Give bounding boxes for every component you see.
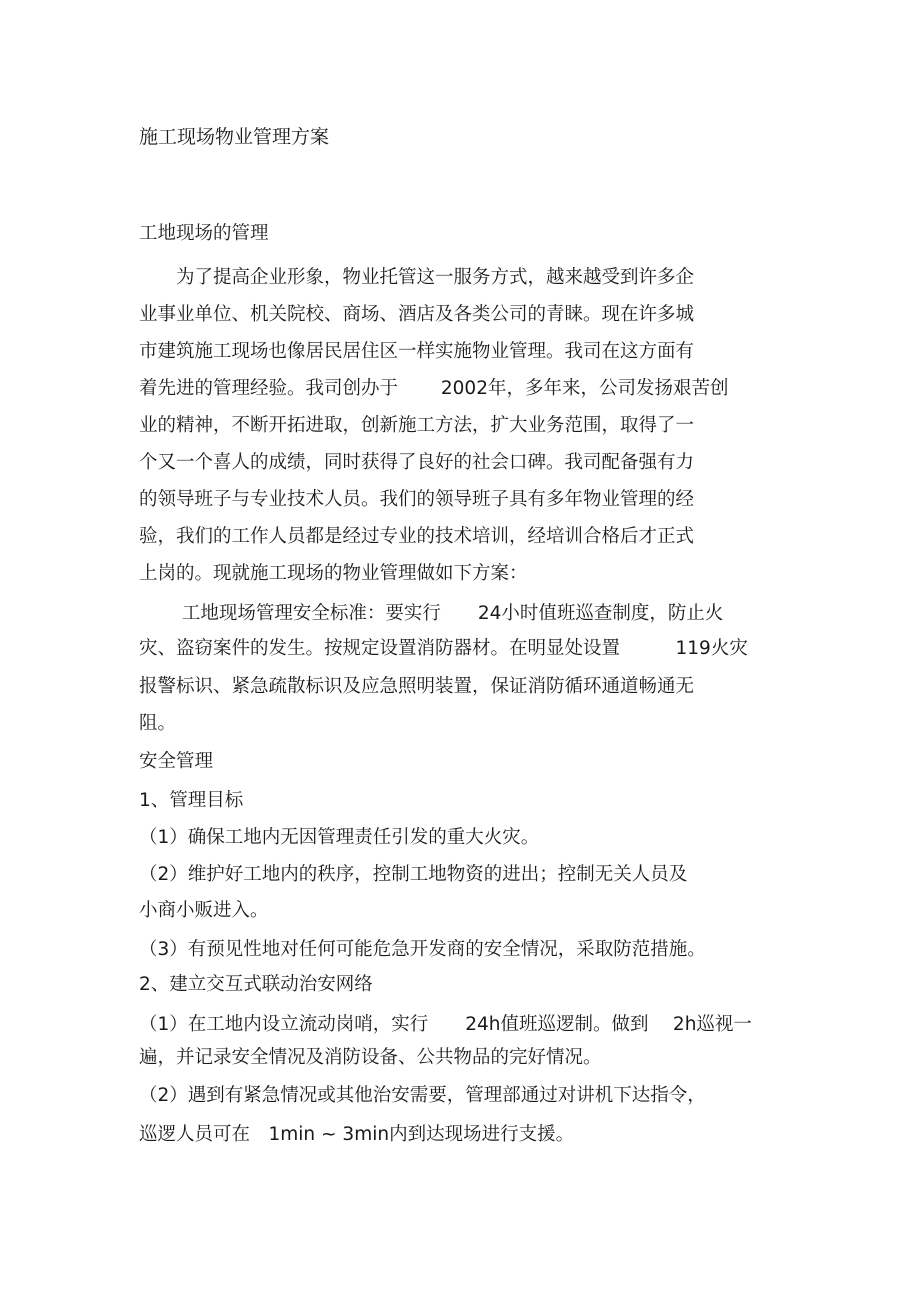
intro-line: 的领导班子与专业技术人员。我们的领导班子具有多年物业管理的经 xyxy=(139,489,695,510)
intro-line: 市建筑施工现场也像居民居住区一样实施物业管理。我司在这方面有 xyxy=(139,341,695,362)
intro-line: 上岗的。现就施工现场的物业管理做如下方案： xyxy=(139,563,528,584)
network-line: （1）在工地内设立流动岗哨，实行 24h值班巡逻制。做到 2h巡视一 xyxy=(139,1014,752,1035)
network-heading: 2、建立交互式联动治安网络 xyxy=(139,974,373,995)
standard-line: 阻。 xyxy=(139,713,177,734)
network-line: 遍，并记录安全情况及消防设备、公共物品的完好情况。 xyxy=(139,1047,602,1068)
document-title: 施工现场物业管理方案 xyxy=(139,126,330,148)
standard-line: 报警标识、紧急疏散标识及应急照明装置，保证消防循环通道畅通无 xyxy=(139,676,695,697)
intro-line: 为了提高企业形象，物业托管这一服务方式，越来越受到许多企 xyxy=(139,267,695,288)
goal-heading: 1、管理目标 xyxy=(139,790,244,811)
intro-line: 业事业单位、机关院校、商场、酒店及各类公司的青睐。现在许多城 xyxy=(139,304,695,325)
safety-heading: 安全管理 xyxy=(139,751,214,772)
intro-line: 个又一个喜人的成绩，同时获得了良好的社会口碑。我司配备强有力 xyxy=(139,452,695,473)
intro-line: 验，我们的工作人员都是经过专业的技术培训，经培训合格后才正式 xyxy=(139,526,695,547)
intro-line: 着先进的管理经验。我司创办于 2002年，多年来，公司发扬艰苦创 xyxy=(139,378,729,399)
intro-line: 业的精神，不断开拓进取，创新施工方法，扩大业务范围，取得了一 xyxy=(139,415,695,436)
network-line: 巡逻人员可在 1min ~ 3min内到达现场进行支援。 xyxy=(139,1124,575,1145)
goal-line: （3）有预见性地对任何可能危急开发商的安全情况，采取防范措施。 xyxy=(139,939,706,960)
goal-line: （2）维护好工地内的秩序，控制工地物资的进出；控制无关人员及 xyxy=(139,864,688,885)
goal-line: （1）确保工地内无因管理责任引发的重大火灾。 xyxy=(139,827,540,848)
section-heading: 工地现场的管理 xyxy=(139,223,269,244)
network-line: （2）遇到有紧急情况或其他治安需要，管理部通过对讲机下达指令， xyxy=(139,1085,706,1106)
standard-line: 灾、盗窃案件的发生。按规定设置消防器材。在明显处设置 119火灾 xyxy=(139,638,748,659)
goal-line: 小商小贩进入。 xyxy=(139,900,269,921)
standard-line: 工地现场管理安全标准：要实行 24小时值班巡查制度，防止火 xyxy=(139,603,724,624)
